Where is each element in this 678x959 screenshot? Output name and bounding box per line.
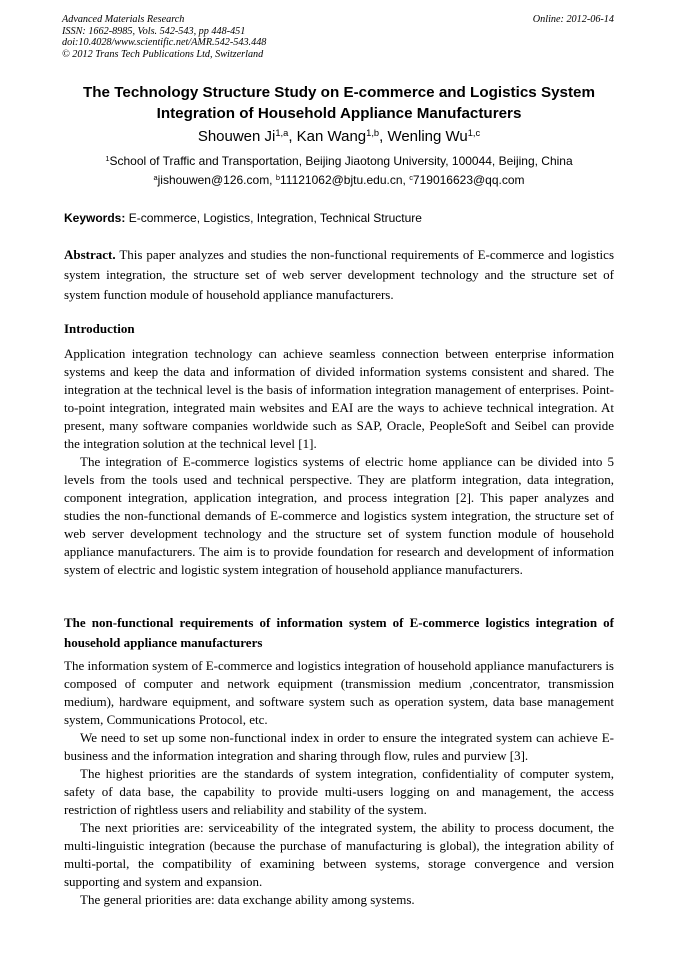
email-sup: c bbox=[409, 172, 413, 182]
author-list: Shouwen Ji$^{1,a}$, Kan Wang$^{1,b}$, Wenling Wu$^{1,c}$ bbox=[197, 127, 481, 145]
email-sup: a bbox=[153, 172, 158, 182]
issn: ISSN: 1662-8985, Vols. 542-543, pp 448-451 bbox=[62, 25, 246, 37]
paragraph: We need to set up some non-functional index in order to ensure the integrated system can achieve E-business and the information integration and sharing through flow, rules and purview [3]. bbox=[64, 730, 614, 763]
author-name: Kan Wang bbox=[296, 128, 367, 145]
affiliation-text: School of Traffic and Transportation, Beijing Jiaotong University, 100044, Beijing, China bbox=[109, 154, 573, 168]
email-sup: b bbox=[275, 172, 281, 182]
email-link[interactable]: 11121062@bjtu.edu.cn, bbox=[280, 173, 406, 187]
keywords-text: E-commerce, Logistics, Integration, Technical Structure bbox=[128, 211, 422, 225]
keywords bbox=[64, 210, 614, 227]
title-line-1: The Technology Structure Study on E-commerce and Logistics System bbox=[83, 84, 595, 101]
copyright: © 2012 Trans Tech Publications Ltd, Switzerland bbox=[62, 48, 264, 60]
affiliation-sup: 1 bbox=[105, 153, 110, 163]
keywords-label: Keywords: bbox=[64, 211, 126, 225]
author-sup: 1,b bbox=[366, 127, 380, 138]
paragraph: Application integration technology can achieve seamless connection between enterprise information systems and keep the data and information of divided information systems consistent and shared. The integration at the technical level is the basis of information integration management of enterprises. Point-to-point integration, integrated main websites and EAI are the ways to achieve technical integration. At present, many software companies worldwide such as SAP, Oracle, PeopleSoft and Seibel can provide the integration solution at the technical level [1]. bbox=[64, 346, 614, 451]
affiliation bbox=[40, 153, 638, 170]
paragraph: The integration of E-commerce logistics systems of electric home appliance can be divided into 5 levels from the tools used and technical perspective. They are platform integration, data integration, component integration, application integration, and process integration [2]. This paper analyzes and studies the non-functional demands of E-commerce and logistics system integration, the structure set of web server development technology and the structure set of system function module of household appliance manufacturers. The aim is to provide foundation for research and development of information system of electric and logistic system integration of household appliance manufacturers. bbox=[64, 454, 614, 577]
journal-info bbox=[62, 14, 442, 60]
section-heading-introduction: Introduction bbox=[64, 321, 135, 336]
section-heading-non-functional: The non-functional requirements of information system of E-commerce logistics integration of household appliance manufacturers bbox=[64, 615, 614, 650]
paragraph: The general priorities are: data exchange ability among systems. bbox=[80, 892, 415, 907]
paragraph: The next priorities are: serviceability of the integrated system, the ability to process document, the multi-linguistic integration (because the purchase of manufacturing is global), the integration ability of multi-portal, the compatibility of examining between systems, storage convergence and version supporting and system and expansion. bbox=[64, 820, 614, 889]
doi: doi:10.4028/www.scientific.net/AMR.542-543.448 bbox=[62, 37, 267, 48]
paragraph: The information system of E-commerce and logistics integration of household appliance manufacturers is composed of computer and network equipment (transmission medium ,concentrator, transmission medium), hardware equipment, and software system such as operation system, data base management system, Communications Protocol, etc. bbox=[64, 658, 614, 727]
abstract-label: Abstract. bbox=[64, 247, 116, 262]
author-name: Wenling Wu bbox=[387, 128, 468, 145]
email-link[interactable]: jishouwen@126.com, bbox=[157, 173, 273, 187]
author-name: Shouwen Ji bbox=[197, 128, 276, 145]
section-body-non-functional bbox=[64, 657, 614, 909]
author-sup: 1,c bbox=[467, 127, 481, 138]
title-line-2: Integration of Household Appliance Manufacturers bbox=[156, 105, 522, 122]
online-date: Online: 2012-06-14 bbox=[532, 14, 614, 25]
abstract bbox=[64, 245, 614, 305]
email-link[interactable]: 719016623@qq.com bbox=[412, 173, 525, 187]
paragraph: The highest priorities are the standards of system integration, confidentiality of computer system, safety of data base, the capability to provide multi-users logging on and management, the access restriction of rightless users and reliability and stability of the system. bbox=[64, 766, 614, 817]
email-list bbox=[40, 172, 638, 189]
journal-name: Advanced Materials Research bbox=[62, 14, 185, 25]
author-sup: 1,a bbox=[275, 127, 289, 138]
abstract-text: This paper analyzes and studies the non-functional requirements of E-commerce and logistics system integration, the structure set of web server development technology and the structure set of system function module of household appliance manufacturers. bbox=[64, 247, 615, 302]
section-body-introduction bbox=[64, 345, 614, 579]
paper-title bbox=[40, 82, 638, 124]
